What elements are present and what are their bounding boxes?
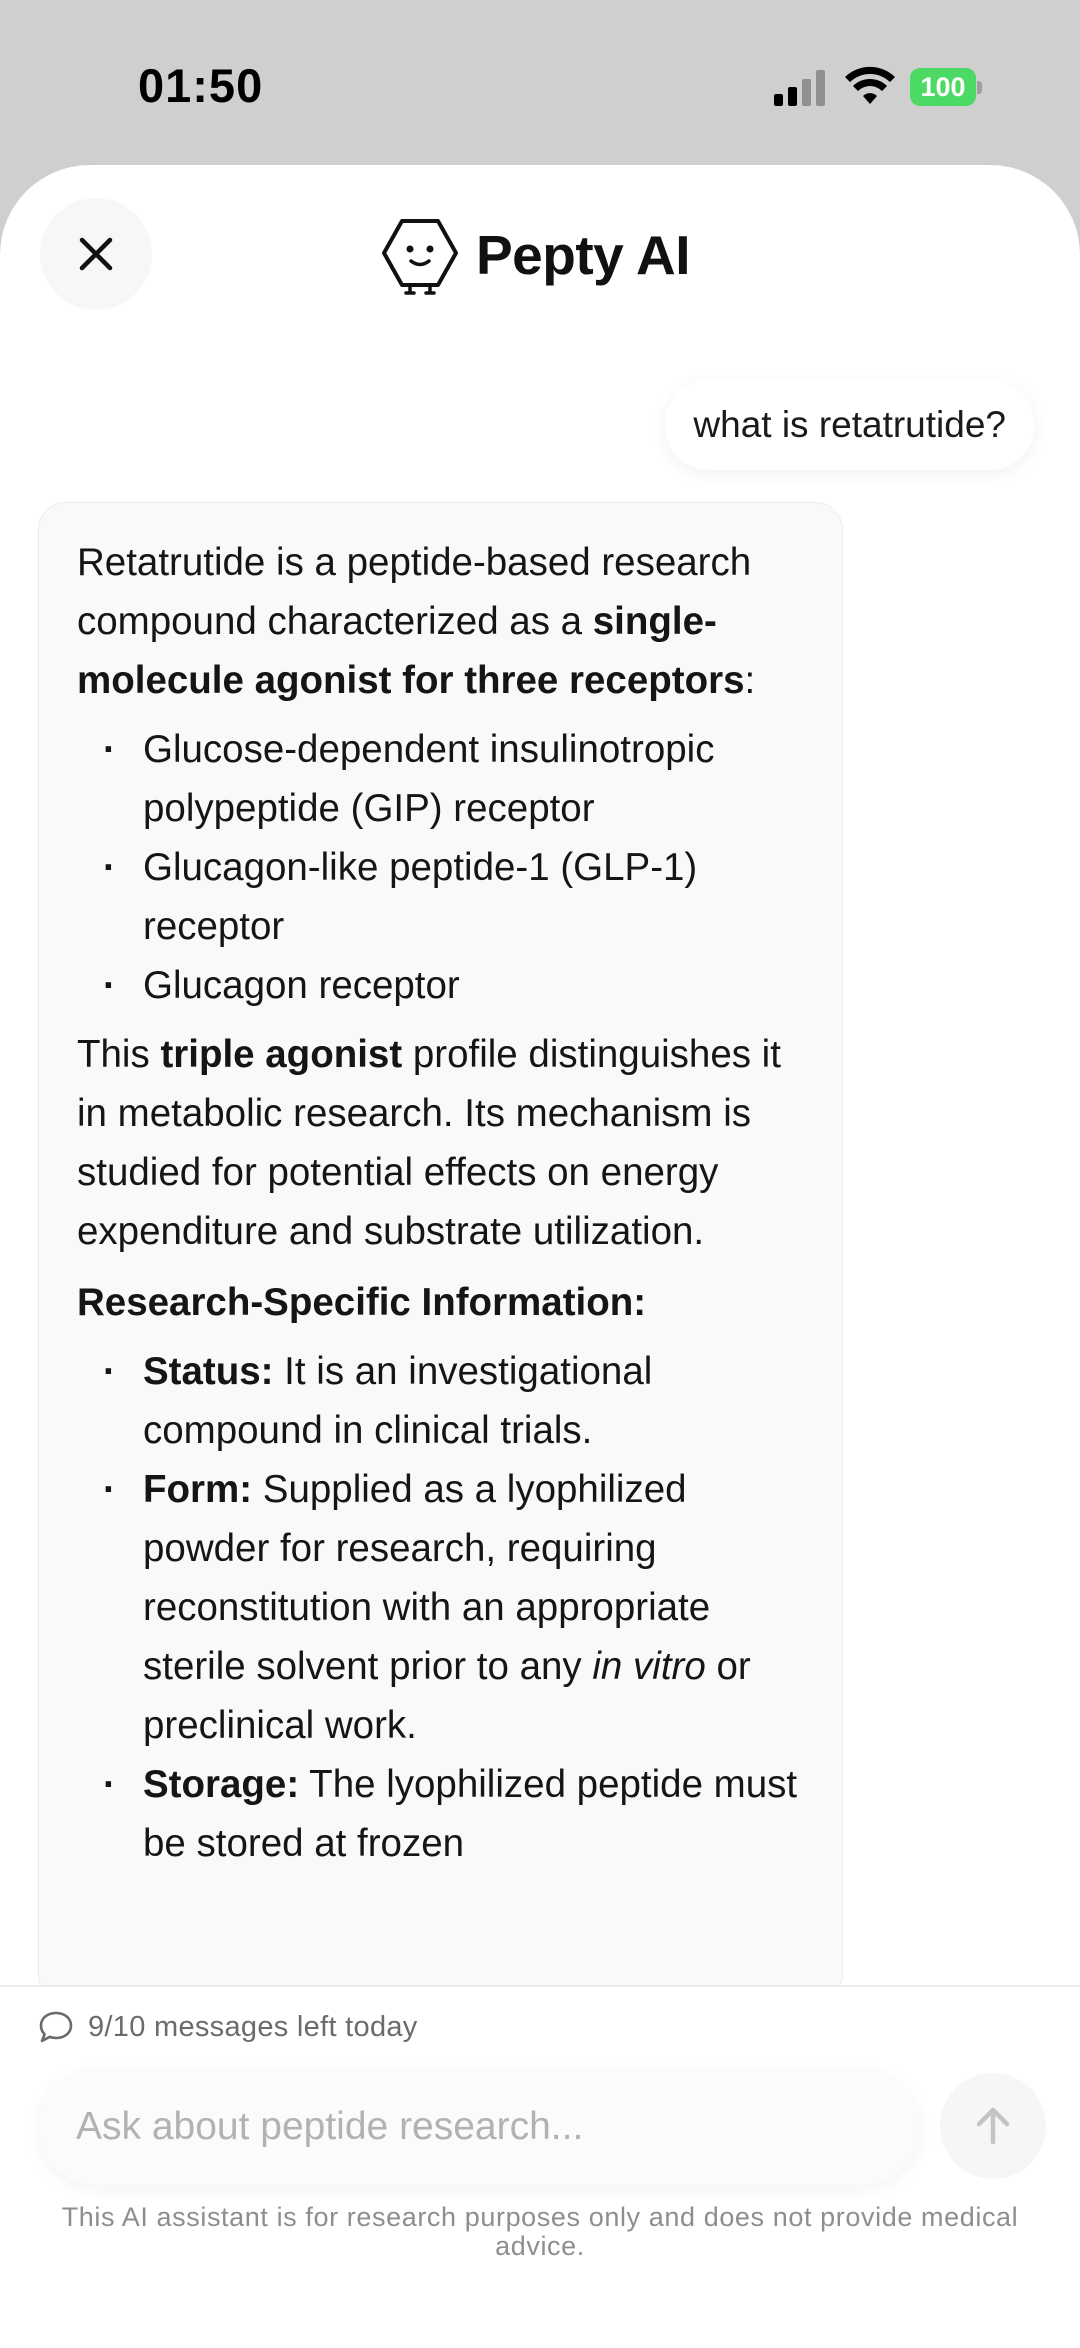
user-message: what is retatrutide?	[665, 380, 1034, 470]
battery-icon	[910, 68, 982, 106]
status-time: 01:50	[138, 59, 264, 112]
composer	[0, 1985, 1080, 2348]
message-input-wrapper	[38, 2069, 920, 2185]
receptor-list	[77, 720, 806, 1015]
hexagon-smiley-icon	[380, 215, 460, 295]
close-icon	[78, 236, 114, 272]
message-input[interactable]	[38, 2069, 920, 2185]
list-item: · Storage: The lyophilized peptide must be stored at frozen	[77, 1755, 806, 1873]
close-button[interactable]	[40, 198, 152, 310]
chat-bubble-icon	[38, 2009, 74, 2045]
list-item: · Glucagon receptor	[77, 956, 806, 1015]
status-bar	[0, 0, 1080, 170]
wifi-icon	[845, 66, 895, 106]
list-item: · Form: Supplied as a lyophilized powder for research, requiring reconstitution with an appropriate sterile solvent prior to any in vitro or preclinical work.	[77, 1460, 806, 1755]
message-quota	[38, 2009, 418, 2045]
quota-text: 9/10 messages left today	[88, 2010, 418, 2043]
cellular-signal-icon	[774, 70, 826, 106]
ai-paragraph: This triple agonist profile distinguishes it in metabolic research. Its mechanism is studied for potential effects on energy expenditure and substrate utilization.	[77, 1033, 781, 1253]
app-title: Pepty AI	[476, 224, 691, 286]
info-list	[77, 1342, 806, 1873]
header	[0, 165, 1080, 345]
send-button[interactable]	[940, 2073, 1046, 2179]
disclaimer: This AI assistant is for research purposes only and does not provide medical advice.	[61, 2202, 1019, 2261]
list-item: · Glucose-dependent insulinotropic polypeptide (GIP) receptor	[77, 720, 806, 838]
ai-message	[38, 502, 843, 2002]
battery-level: 100	[910, 68, 976, 106]
section-heading: Research-Specific Information:	[77, 1281, 647, 1324]
arrow-up-icon	[971, 2104, 1015, 2148]
ai-intro: Retatrutide is a peptide-based research compound characterized as a single-molecule agonist for three receptors:	[77, 541, 756, 702]
list-item: · Status: It is an investigational compound in clinical trials.	[77, 1342, 806, 1460]
brand	[380, 215, 690, 295]
list-item: · Glucagon-like peptide-1 (GLP-1) receptor	[77, 838, 806, 956]
